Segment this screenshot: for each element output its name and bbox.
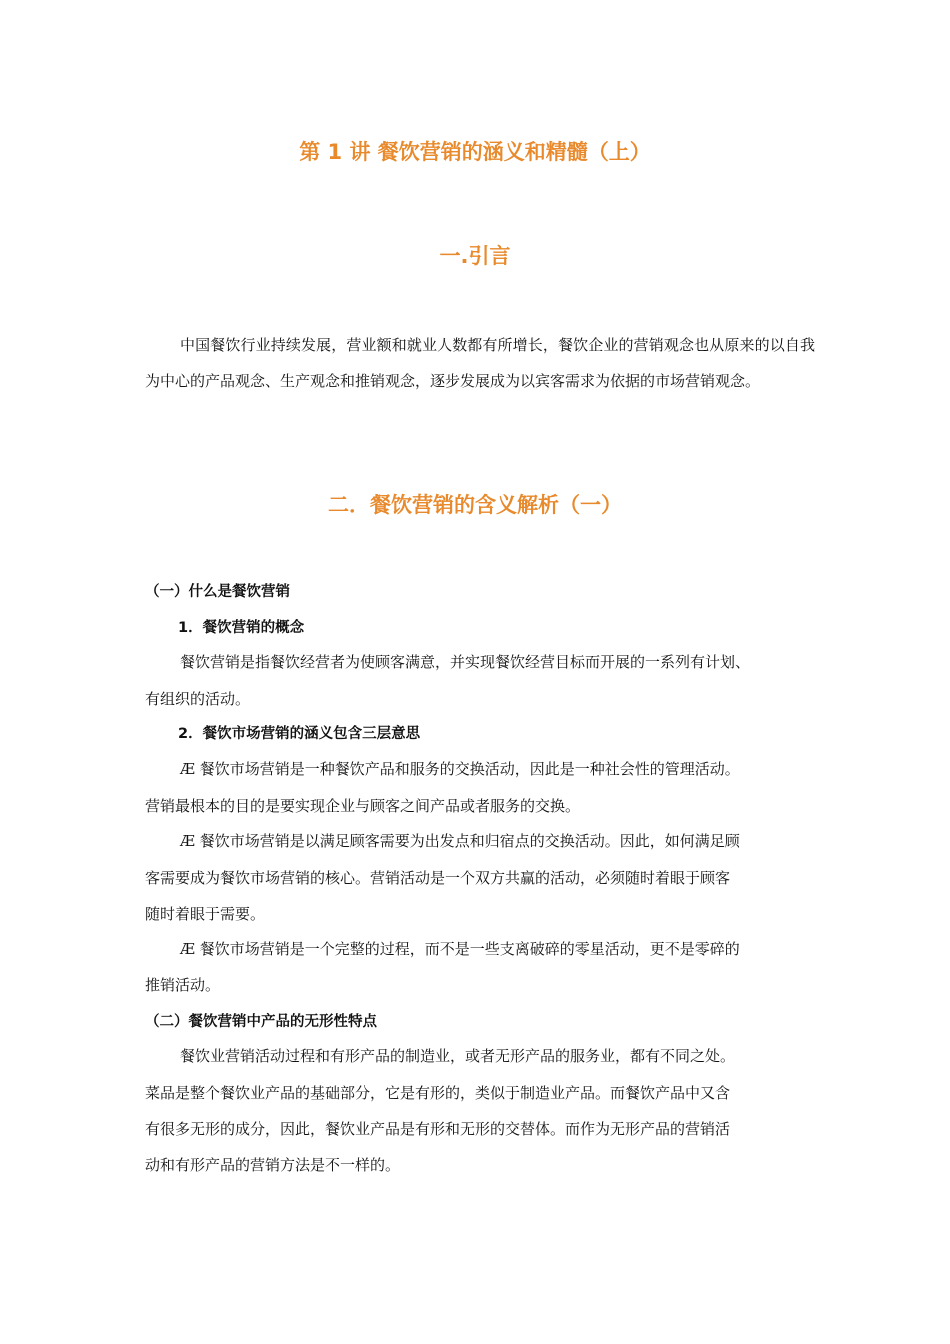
page-title: 第 1 讲 餐饮营销的涵义和精髓（上） — [299, 140, 651, 164]
item-heading-concept: 1．餐饮营销的概念 — [178, 620, 305, 636]
intangible-text-line-2: 菜品是整个餐饮业产品的基础部分，它是有形的，类似于制造业产品。而餐饮产品中又含 — [145, 1084, 731, 1102]
intangible-text-line-3: 有很多无形的成分，因此，餐饮业产品是有形和无形的交替体。而作为无形产品的营销活 — [145, 1120, 731, 1138]
bullet-2-line-2: 客需要成为餐饮市场营销的核心。营销活动是一个双方共赢的活动，必须随时着眼于顾客 — [145, 869, 731, 887]
bullet-1-line-1: Æ 餐饮市场营销是一种餐饮产品和服务的交换活动，因此是一种社会性的管理活动。 — [180, 760, 740, 778]
introduction-paragraph: 中国餐饮行业持续发展，营业额和就业人数都有所增长，餐饮企业的营销观念也从原来的以自我为中心的产品观念、生产观念和推销观念，逐步发展成为以宾客需求为依据的市场营销观念。 — [145, 336, 815, 390]
bullet-1-line-2: 营销最根本的目的是要实现企业与顾客之间产品或者服务的交换。 — [145, 797, 581, 815]
subsection-heading-intangible: （二）餐饮营销中产品的无形性特点 — [145, 1014, 377, 1030]
concept-text-line-2: 有组织的活动。 — [145, 690, 251, 708]
section-heading-meaning: 二．餐饮营销的含义解析（一） — [328, 493, 622, 517]
intangible-text-line-4: 动和有形产品的营销方法是不一样的。 — [145, 1156, 401, 1174]
bullet-3-line-2: 推销活动。 — [145, 976, 221, 994]
intangible-text-line-1: 餐饮业营销活动过程和有形产品的制造业，或者无形产品的服务业，都有不同之处。 — [180, 1047, 736, 1065]
concept-text-line-1: 餐饮营销是指餐饮经营者为使顾客满意，并实现餐饮经营目标而开展的一系列有计划、 — [180, 653, 751, 671]
subsection-heading-what-is: （一）什么是餐饮营销 — [145, 584, 290, 600]
bullet-3-line-1: Æ 餐饮市场营销是一个完整的过程，而不是一些支离破碎的零星活动，更不是零碎的 — [180, 940, 740, 958]
item-heading-three-meanings: 2．餐饮市场营销的涵义包含三层意思 — [178, 726, 421, 742]
section-heading-introduction: 一.引言 — [439, 244, 511, 268]
bullet-2-line-3: 随时着眼于需要。 — [145, 905, 266, 923]
bullet-2-line-1: Æ 餐饮市场营销是以满足顾客需要为出发点和归宿点的交换活动。因此，如何满足顾 — [180, 832, 740, 850]
